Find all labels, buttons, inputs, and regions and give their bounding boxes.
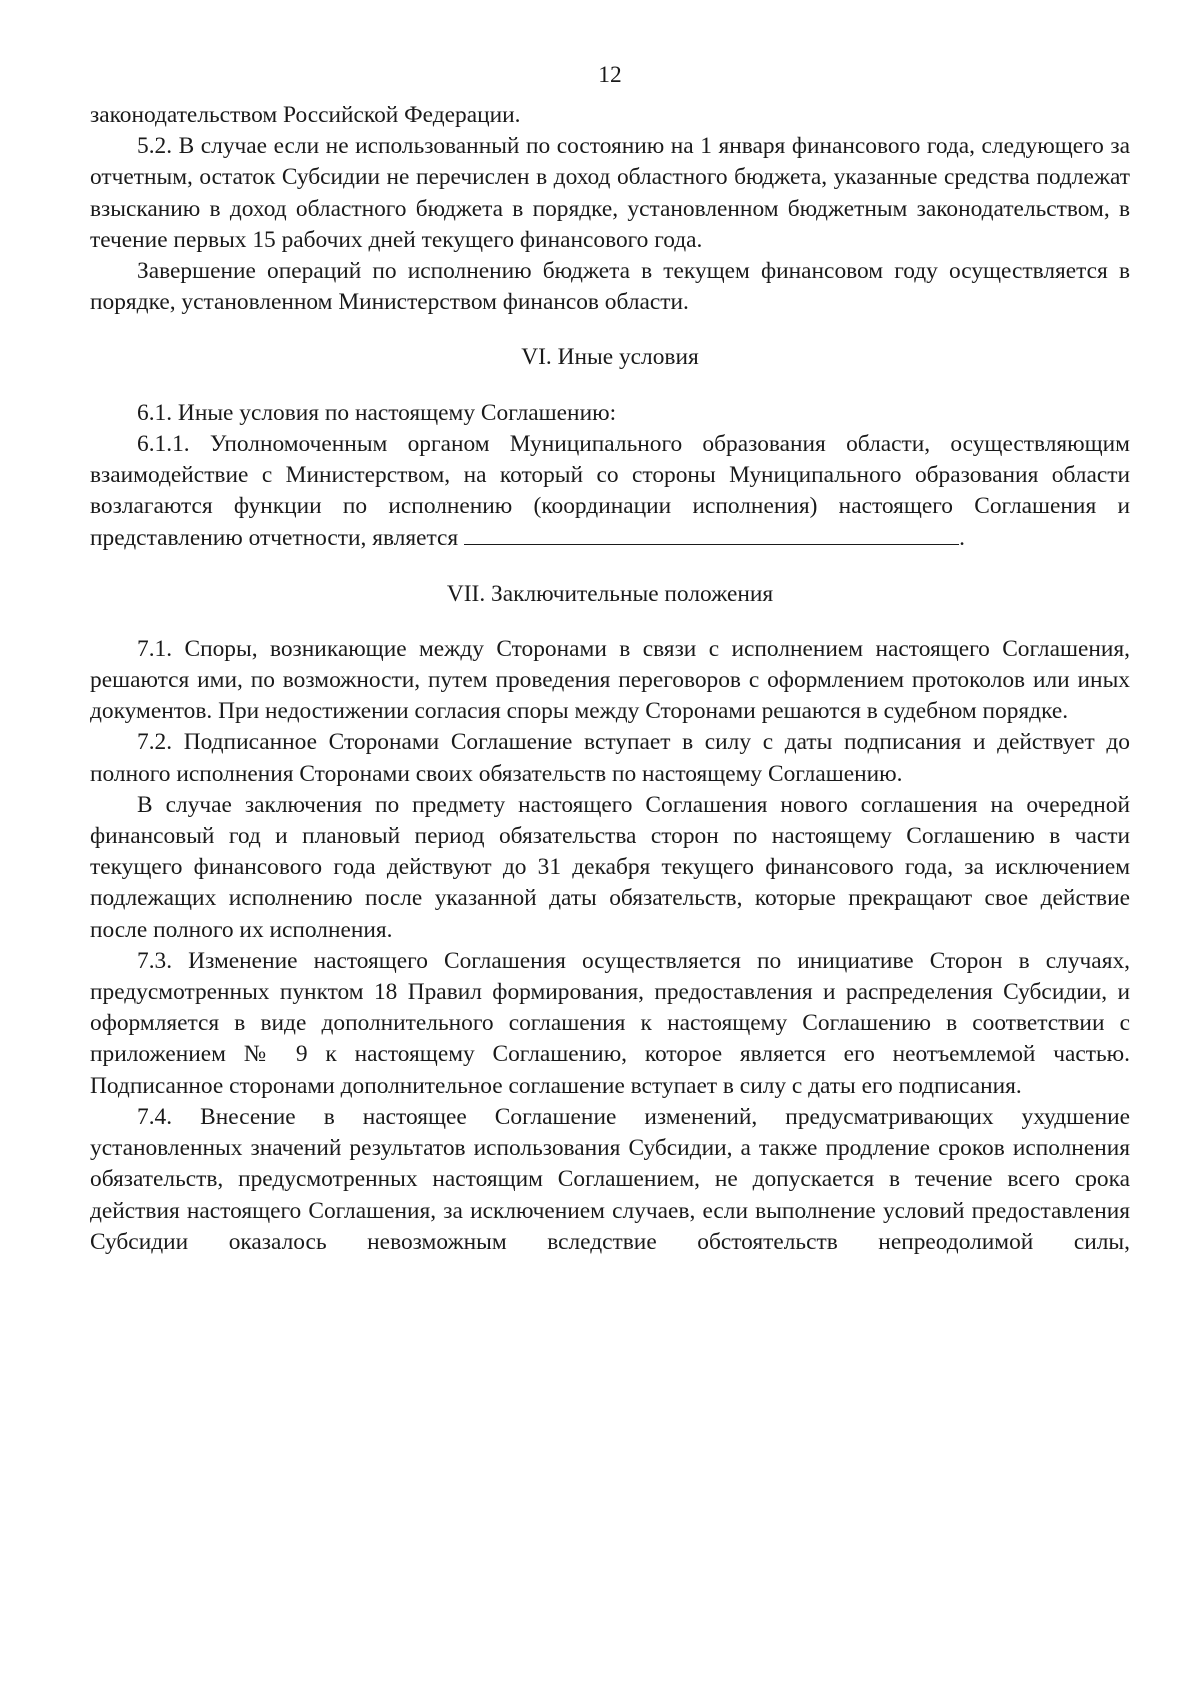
paragraph-6-1-1-text: 6.1.1. Уполномоченным органом Муниципального образования области, осуществляющим взаимодействие с Министерством, на который со стороны Муниципального образования области возлагаются функции по исполнению (координации исполнения) настоящего Соглашения и представлению отчетности, является [90,430,1130,552]
paragraph-7-2-new-agreement: В случае заключения по предмету настоящего Соглашения нового соглашения на очередной финансовый год и плановый период обязательства сторон по настоящему Соглашению в части текущего финансового года действуют до 31 декабря текущего финансового года, за исключением подлежащих исполнению после указанной даты обязательств, которые прекращают свое действие после полного их исполнения. [90,791,1130,943]
paragraph-7-4: 7.4. Внесение в настоящее Соглашение изменений, предусматривающих ухудшение установленных значений результатов использования Субсидии, а также продление сроков исполнения обязательств, предусмотренных настоящим Соглашением, не допускается в течение всего срока действия настоящего Соглашения, за исключением случаев, если выполнение условий предоставления Субсидии оказалось невозможным вследствие обстоятельств непреодолимой силы, [90,1103,1130,1255]
section-heading-final-provisions: VII. Заключительные положения [446,580,774,607]
page-number: 12 [598,62,622,88]
paragraph-5-2-budget-completion: Завершение операций по исполнению бюджета в текущем финансовом году осуществляется в порядке, установленном Министерством финансов области. [90,258,1130,316]
paragraph-5-2: 5.2. В случае если не использованный по состоянию на 1 января финансового года, следующего за отчетным, остаток Субсидии не перечислен в доход областного бюджета, указанные средства подлежат взысканию в доход областного бюджета в порядке, установленном бюджетным законодательством, в течение первых 15 рабочих дней текущего финансового года. [90,133,1130,253]
document-body [90,60,1130,1258]
paragraph-6-1: 6.1. Иные условия по настоящему Соглашению: [137,399,617,426]
paragraph-6-1-1-end: . [959,525,966,552]
paragraph-7-3: 7.3. Изменение настоящего Соглашения осуществляется по инициативе Сторон в случаях, предусмотренных пунктом 18 Правил формирования, предоставления и распределения Субсидии, и оформляется в виде дополнительного соглашения к настоящему Соглашению в соответствии с приложением № 9 к настоящему Соглашению, которое является его неотъемлемой частью. Подписанное сторонами дополнительное соглашение вступает в силу с даты его подписания. [90,947,1130,1099]
paragraph-6-1-1 [90,429,1130,555]
paragraph-7-1: 7.1. Споры, возникающие между Сторонами в связи с исполнением настоящего Соглашения, решаются ими, по возможности, путем проведения переговоров с оформлением протоколов или иных документов. При недостижении согласия споры между Сторонами решаются в судебном порядке. [90,635,1130,725]
paragraph-7-2: 7.2. Подписанное Сторонами Соглашение вступает в силу с даты подписания и действует до полного исполнения Сторонами своих обязательств по настоящему Соглашению. [90,729,1130,787]
section-heading-other-conditions: VI. Иные условия [521,344,699,371]
fill-in-blank-line [464,522,959,545]
paragraph-continuation: законодательством Российской Федерации. [90,102,521,128]
